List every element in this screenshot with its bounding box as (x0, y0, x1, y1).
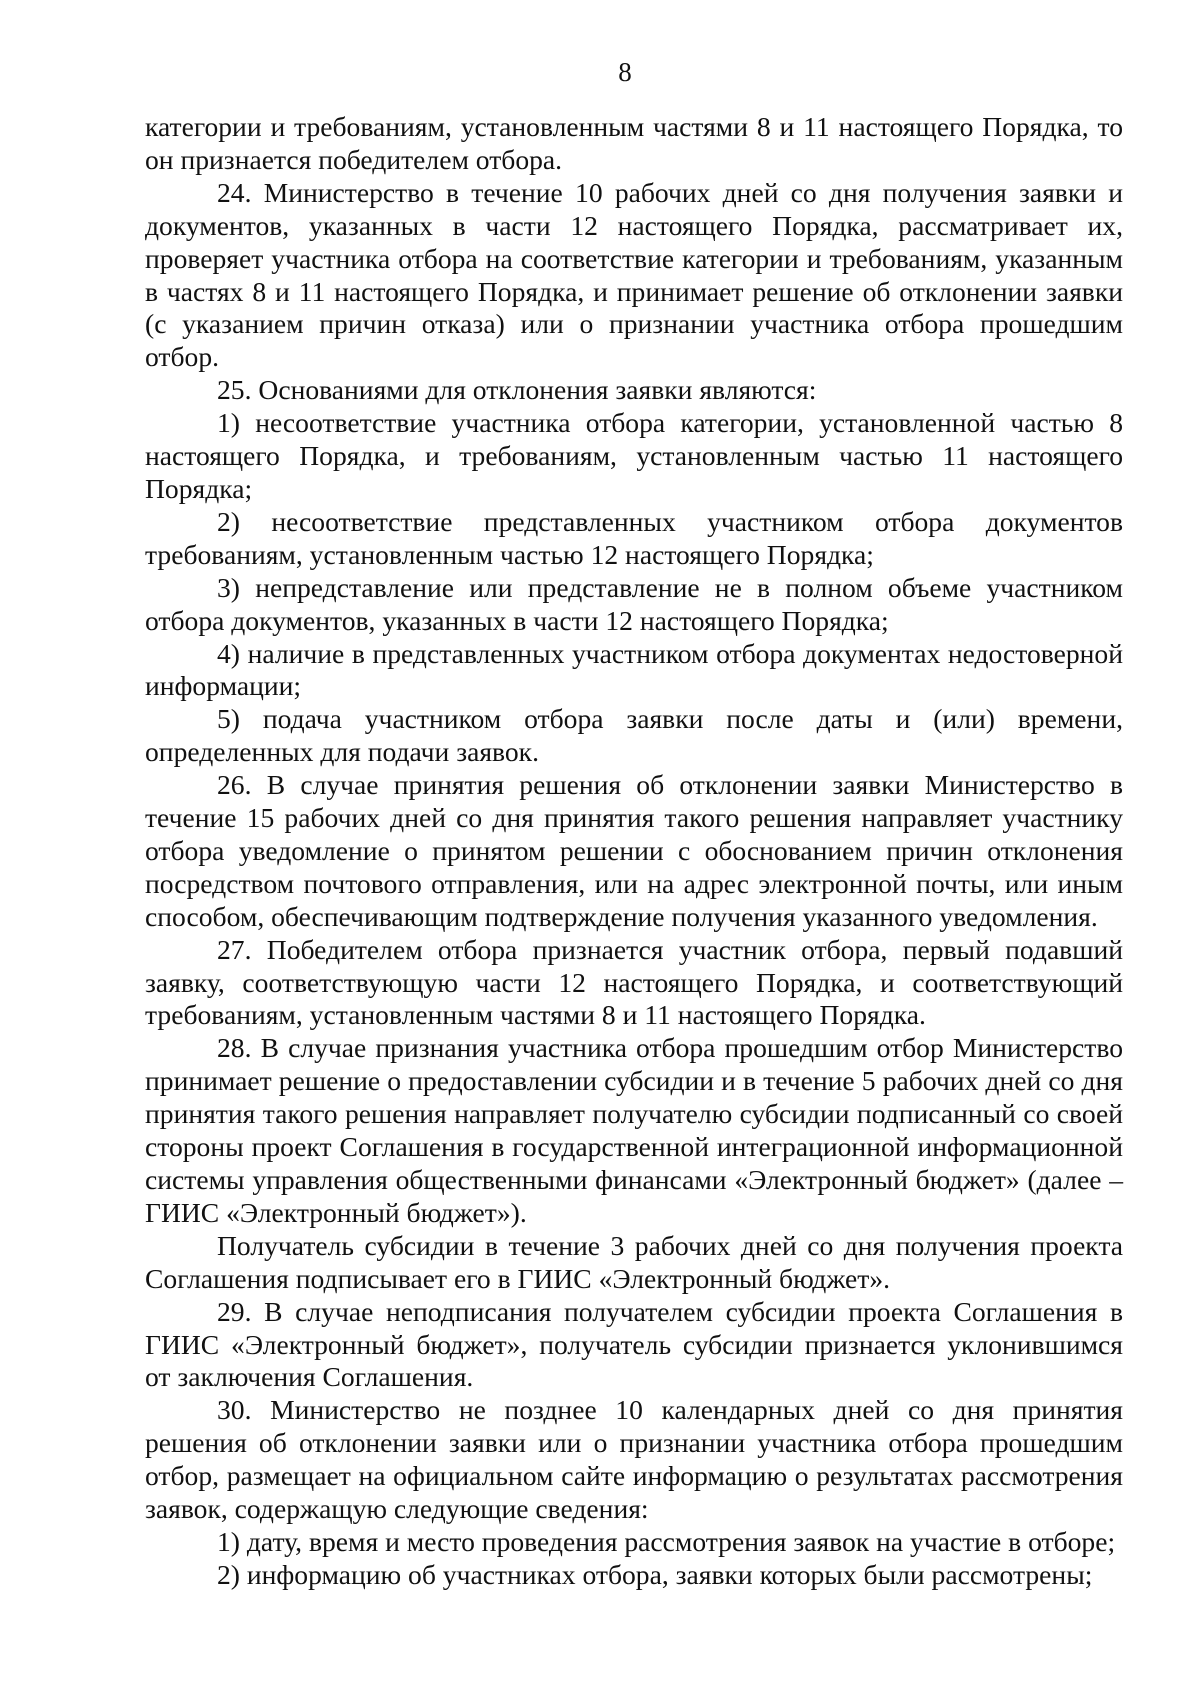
paragraph-continuation: категории и требованиям, установленным частями 8 и 11 настоящего Порядка, то он признается победителем отбора. (145, 111, 1123, 175)
paragraph-25-item-2: 2) несоответствие представленных участником отбора документов требованиям, установленным частью 12 настоящего Порядка; (145, 505, 1123, 570)
paragraph-25-item-3: 3) непредставление или представление не в полном объеме участником отбора документов, указанных в части 12 настоящего Порядка; (145, 571, 1123, 636)
paragraph-28-recipient: Получатель субсидии в течение 3 рабочих дней со дня получения проекта Соглашения подписывает его в ГИИС «Электронный бюджет». (145, 1229, 1123, 1294)
paragraph-30-item-2: 2) информацию об участниках отбора, заявки которых были рассмотрены; (217, 1558, 1093, 1590)
paragraph-25: 25. Основаниями для отклонения заявки являются: (217, 374, 817, 406)
page-number: 8 (618, 57, 632, 87)
paragraph-25-item-4: 4) наличие в представленных участником отбора документах недостоверной информации; (145, 637, 1123, 702)
paragraph-30: 30. Министерство не позднее 10 календарных дней со дня принятия решения об отклонении заявки или о признании участника отбора прошедшим отбор, размещает на официальном сайте информацию о результатах рассмотрения заявок, содержащую следующие сведения: (145, 1394, 1123, 1525)
paragraph-25-item-1: 1) несоответствие участника отбора категории, установленной частью 8 настоящего Порядка, и требованиям, установленным частью 11 настоящего Порядка; (145, 407, 1123, 504)
paragraph-25-item-5: 5) подача участником отбора заявки после даты и (или) времени, определенных для подачи заявок. (145, 703, 1123, 768)
document-body (145, 111, 1123, 1592)
paragraph-24: 24. Министерство в течение 10 рабочих дней со дня получения заявки и документов, указанных в части 12 настоящего Порядка, рассматривает их, проверяет участника отбора на соответствие категории и требованиям, указанным в частях 8 и 11 настоящего Порядка, и принимает решение об отклонении заявки (с указанием причин отказа) или о признании участника отбора прошедшим отбор. (145, 176, 1123, 373)
paragraph-28: 28. В случае признания участника отбора прошедшим отбор Министерство принимает решение о предоставлении субсидии и в течение 5 рабочих дней со дня принятия такого решения направляет получателю субсидии подписанный со своей стороны проект Соглашения в государственной интеграционной информационной системы управления общественными финансами «Электронный бюджет» (далее – ГИИС «Электронный бюджет»). (145, 1032, 1123, 1228)
paragraph-27: 27. Победителем отбора признается участник отбора, первый подавший заявку, соответствующую части 12 настоящего Порядка, и соответствующий требованиям, установленным частями 8 и 11 настоящего Порядка. (145, 933, 1123, 1031)
paragraph-29: 29. В случае неподписания получателем субсидии проекта Соглашения в ГИИС «Электронный бюджет», получатель субсидии признается уклонившимся от заключения Соглашения. (145, 1295, 1123, 1393)
paragraph-30-item-1: 1) дату, время и место проведения рассмотрения заявок на участие в отборе; (217, 1525, 1116, 1557)
paragraph-26: 26. В случае принятия решения об отклонении заявки Министерство в течение 15 рабочих дней со дня принятия такого решения направляет участнику отбора уведомление о принятом решении с обоснованием причин отклонения посредством почтового отправления, или на адрес электронной почты, или иным способом, обеспечивающим подтверждение получения указанного уведомления. (145, 769, 1123, 932)
